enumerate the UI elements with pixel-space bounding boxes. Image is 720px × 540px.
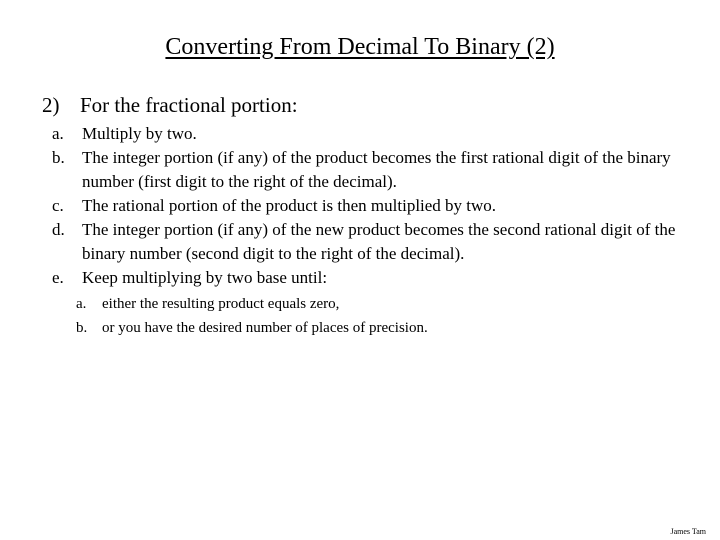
item-text: The rational portion of the product is then multiplied by two. [82,196,497,215]
steps-list [52,122,692,340]
item-letter: c. [52,196,64,215]
item-letter: a. [52,124,64,143]
sub-list-item [76,316,692,340]
intro-number: 2) [42,93,60,117]
item-text: Multiply by two. [82,124,197,143]
intro-text: For the fractional portion: [80,93,298,117]
list-item [52,266,692,290]
item-text: The integer portion (if any) of the product becomes the first rational digit of the binary number (first digit to the right of the decimal). [82,148,671,191]
item-text: The integer portion (if any) of the new product becomes the second rational digit of the binary number (second digit to the right of the decimal). [82,220,676,263]
item-letter: b. [52,148,65,167]
list-item [52,122,692,146]
item-text: Keep multiplying by two base until: [82,268,328,287]
intro-line [42,93,298,118]
subitem-letter: b. [76,320,88,336]
item-letter: d. [52,220,65,239]
list-item [52,194,692,218]
slide-title: Converting From Decimal To Binary (2) [165,34,555,60]
footer-author: James Tam [670,527,706,536]
subitem-text: or you have the desired number of places of precision. [102,320,428,336]
list-item [52,146,692,194]
subitem-text: either the resulting product equals zero, [102,296,340,312]
item-letter: e. [52,268,64,287]
sub-list [76,292,692,340]
sub-list-item [76,292,692,316]
list-item [52,218,692,266]
subitem-letter: a. [76,296,87,312]
